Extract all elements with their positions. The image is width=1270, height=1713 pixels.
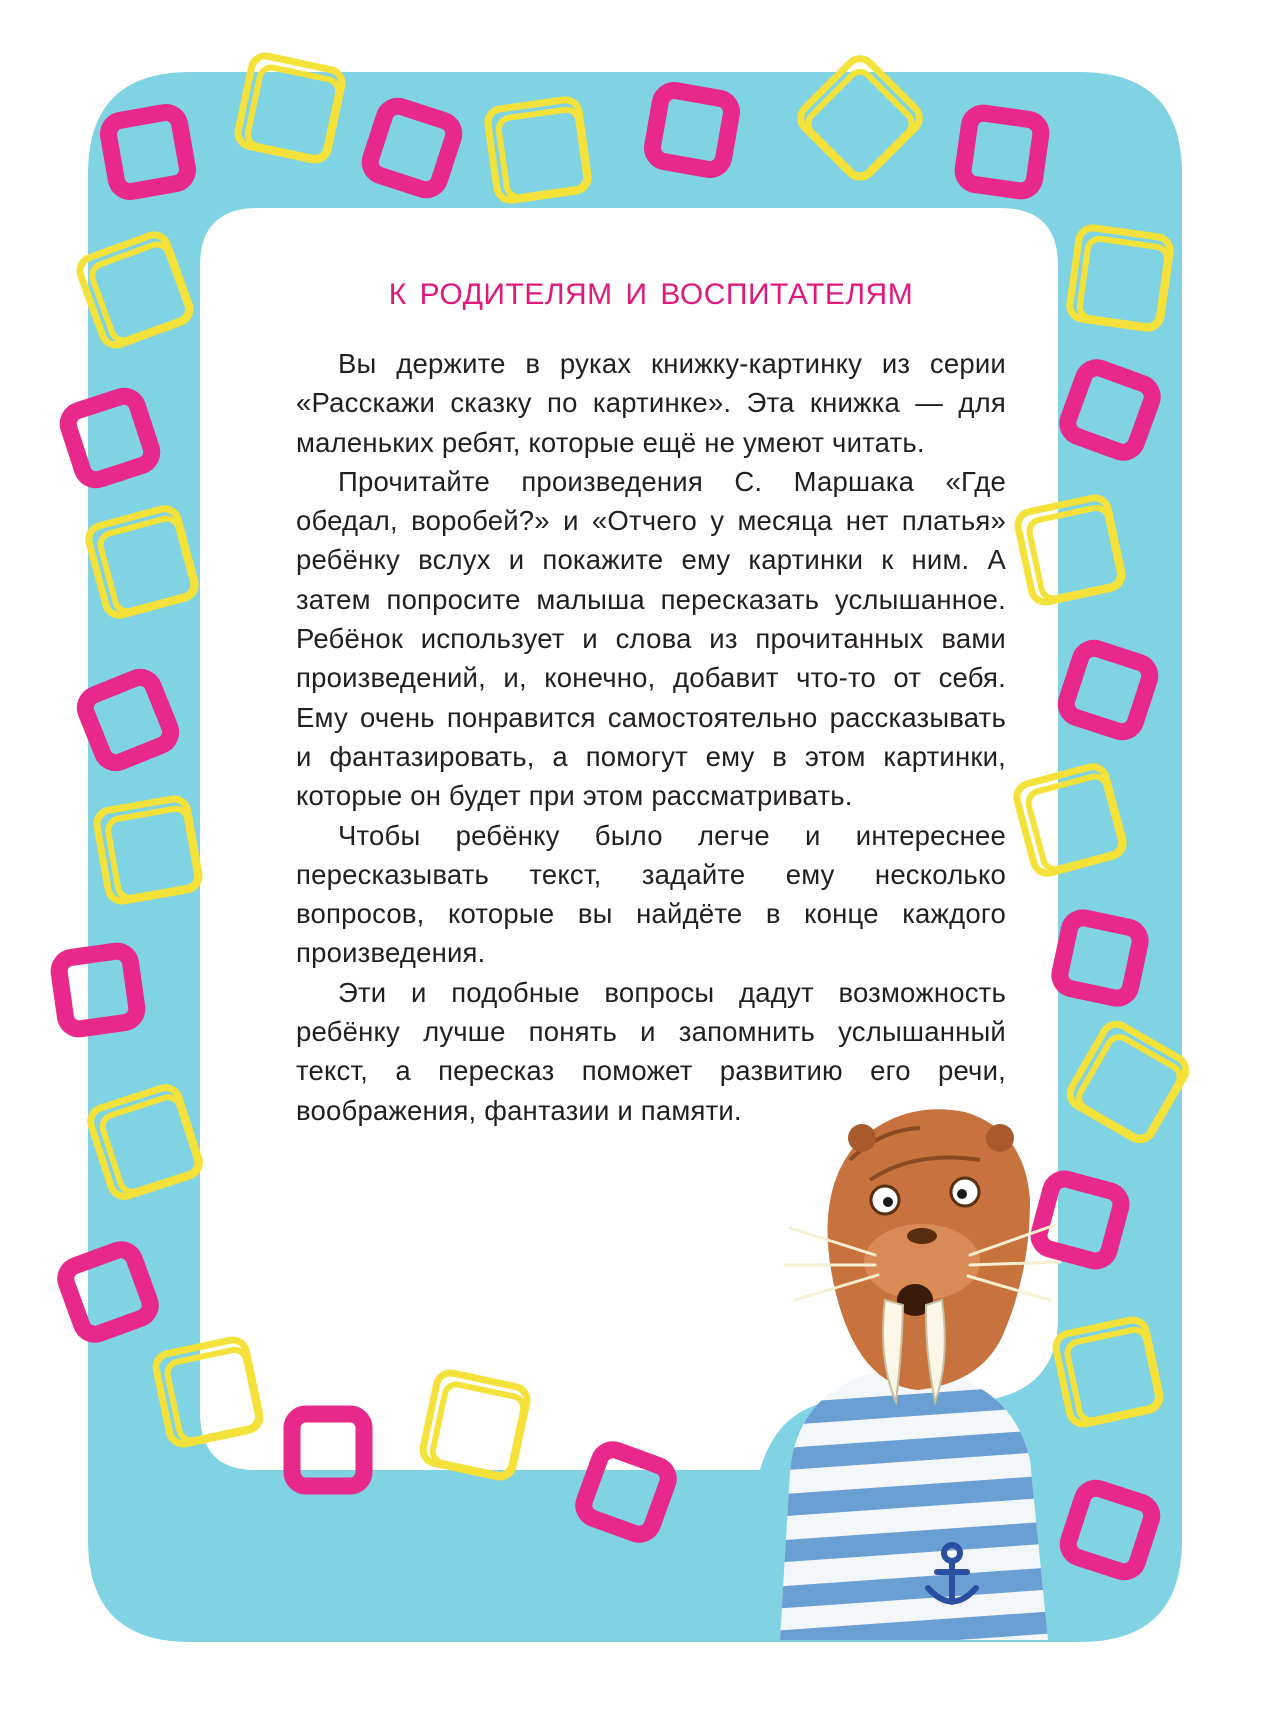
paragraph-4: Эти и подобные вопросы дадут возможность ребёнку лучше понять и запомнить услышанный текст, а пересказ поможет развитию его речи, воображения, фантазии и памяти. [296,976,1006,1126]
paragraph-3: Чтобы ребёнку было легче и интереснее пересказывать текст, задайте ему несколько вопросов, которые вы найдёте в конце каждого произведения. [296,819,1006,969]
paragraph-1: Вы держите в руках книжку-картинку из серии «Расскажи сказку по картинке». Эта книжка — для маленьких ребят, которые ещё не умеют читать. [296,348,1006,458]
walrus-illustration [760,1109,1081,1654]
text-block [296,278,1006,1130]
page-title: К РОДИТЕЛЯМ И ВОСПИТАТЕЛЯМ [388,278,914,311]
paragraph-2: Прочитайте произведения С. Маршака «Где обедал, воробей?» и «Отчего у месяца нет платья» ребёнку вслух и покажите ему картинки к ним. А затем попросите малыша пересказать услышанное. Ребёнок использует и слова из прочитанных вами произведений, и, конечно, добавит что-то от себя. Ему очень понравится самостоятельно рассказывать и фантазировать, а помогут ему в этом картинки, которые он будет при этом рассматривать. [296,465,1006,812]
